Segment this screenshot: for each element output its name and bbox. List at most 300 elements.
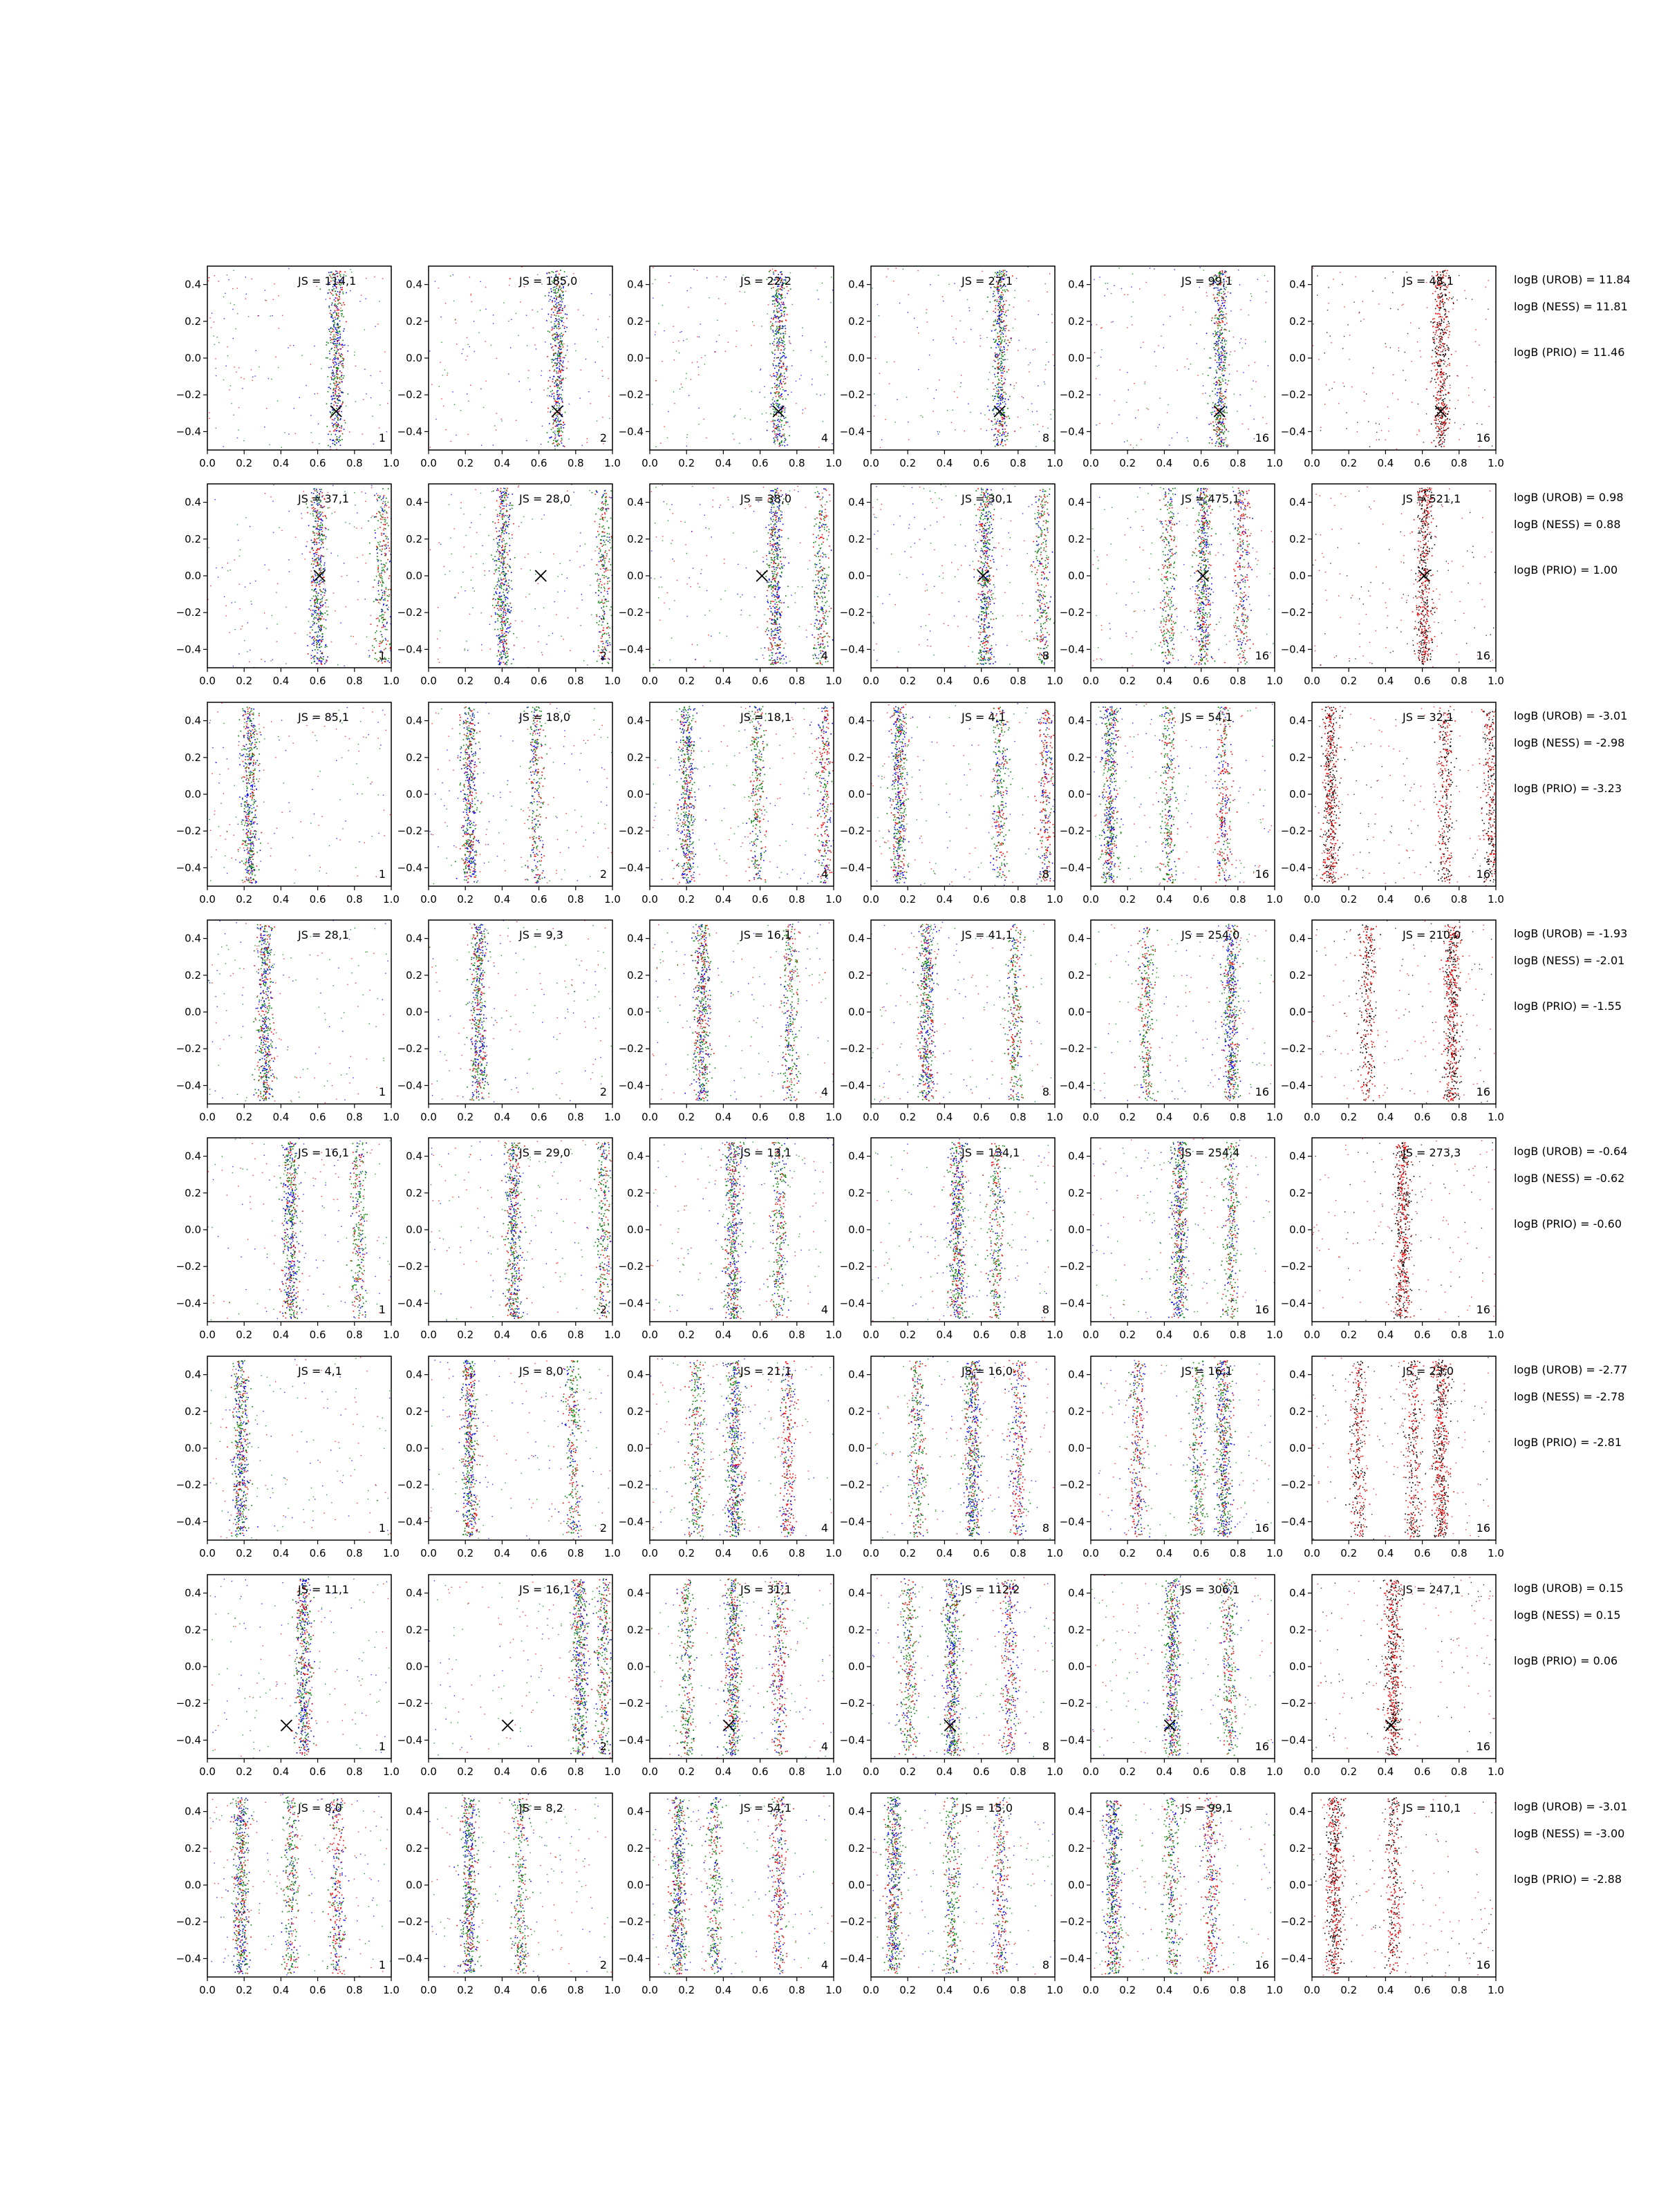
scatter-point [1219, 420, 1220, 421]
scatter-point [776, 292, 778, 294]
scatter-point [1217, 334, 1218, 335]
scatter-point [789, 435, 790, 437]
scatter-point [379, 527, 381, 528]
scatter-points [1091, 267, 1269, 451]
scatter-point [340, 355, 341, 357]
scatter-point [341, 411, 342, 413]
scatter-point [379, 544, 380, 545]
scatter-point [1003, 270, 1004, 271]
scatter-point [1218, 300, 1219, 301]
scatter-point [566, 314, 568, 315]
scatter-point [332, 290, 334, 292]
scatter-point [1216, 427, 1217, 429]
scatter-point [776, 372, 778, 373]
scatter-point [1221, 400, 1222, 402]
scatter-point [1225, 270, 1226, 272]
scatter-point [780, 306, 782, 308]
scatter-point [1222, 303, 1224, 304]
scatter-point [725, 276, 726, 277]
scatter-point [1226, 357, 1227, 358]
scatter-point [1442, 351, 1443, 353]
scatter-point [562, 402, 563, 403]
scatter-point [1002, 297, 1003, 298]
scatter-point [545, 295, 546, 297]
scatter-point [387, 568, 388, 570]
scatter-point [1000, 421, 1002, 422]
scatter-point [319, 527, 321, 528]
scatter-point [785, 331, 786, 332]
x-tick-label: 0.6 [310, 457, 326, 469]
scatter-point [1219, 392, 1221, 393]
scatter-point [780, 294, 782, 296]
scatter-point [317, 565, 318, 566]
subplot-r1-c3 [619, 266, 842, 469]
scatter-point [997, 406, 998, 408]
scatter-point [1449, 323, 1450, 324]
scatter-point [321, 618, 322, 619]
scatter-point [1002, 387, 1003, 388]
scatter-point [780, 375, 782, 377]
scatter-point [1003, 327, 1004, 328]
scatter-point [1346, 412, 1347, 413]
scatter-point [1005, 398, 1006, 400]
scatter-point [1445, 316, 1447, 317]
scatter-point [1444, 424, 1445, 425]
scatter-point [552, 443, 554, 444]
scatter-point [1218, 290, 1219, 291]
scatter-point [555, 426, 556, 427]
scatter-point [1000, 339, 1001, 340]
scatter-point [1224, 329, 1226, 330]
scatter-point [1224, 317, 1225, 318]
scatter-point [313, 515, 315, 516]
scatter-point [330, 411, 331, 413]
scatter-point [1217, 345, 1219, 346]
scatter-point [999, 307, 1000, 308]
scatter-point [485, 381, 486, 382]
scatter-point [344, 344, 345, 345]
scatter-point [1000, 413, 1001, 415]
scatter-point [998, 386, 1000, 388]
scatter-point [1219, 324, 1220, 325]
scatter-point [1222, 379, 1224, 380]
scatter-point [547, 356, 548, 357]
scatter-point [344, 304, 346, 306]
scatter-point [764, 386, 765, 387]
scatter-point [558, 339, 559, 340]
scatter-point [1221, 429, 1223, 431]
scatter-point [993, 410, 994, 411]
scatter-point [1226, 330, 1227, 331]
scatter-point [1357, 431, 1358, 432]
scatter-point [338, 337, 339, 339]
scatter-point [372, 645, 373, 646]
scatter-point [564, 326, 565, 328]
scatter-point [1002, 339, 1003, 341]
scatter-point [380, 507, 382, 508]
scatter-point [1434, 362, 1435, 364]
scatter-point [554, 326, 555, 327]
scatter-point [452, 391, 453, 392]
scatter-point [1437, 364, 1438, 365]
scatter-point [339, 334, 341, 335]
scatter-point [1222, 337, 1224, 339]
scatter-point [281, 447, 282, 448]
scatter-point [383, 534, 384, 535]
scatter-point [327, 357, 328, 359]
scatter-point [1020, 427, 1021, 428]
scatter-point [554, 363, 556, 364]
scatter-point [384, 501, 386, 503]
scatter-point [1442, 384, 1443, 385]
scatter-point [784, 425, 785, 427]
scatter-point [698, 366, 699, 367]
scatter-point [1000, 375, 1002, 377]
x-tick-label: 0.2 [1340, 457, 1357, 469]
scatter-point [335, 332, 337, 333]
scatter-point [336, 308, 337, 309]
scatter-point [316, 533, 317, 534]
scatter-point [1443, 438, 1444, 439]
scatter-point [493, 323, 494, 324]
scatter-point [1215, 384, 1217, 386]
scatter-point [375, 640, 377, 641]
scatter-point [1224, 403, 1226, 404]
scatter-point [232, 309, 233, 310]
scatter-point [880, 447, 881, 448]
scatter-point [1001, 380, 1002, 382]
scatter-point [333, 398, 335, 400]
scatter-point [1443, 350, 1444, 351]
scatter-point [1217, 362, 1218, 364]
scatter-point [1223, 445, 1224, 447]
scatter-point [1432, 357, 1433, 358]
scatter-point [341, 353, 342, 355]
scatter-point [1221, 359, 1222, 361]
scatter-point [995, 272, 996, 274]
scatter-point [340, 435, 341, 436]
scatter-point [656, 380, 657, 381]
scatter-point [1099, 423, 1100, 424]
scatter-point [382, 641, 383, 642]
scatter-point [319, 627, 320, 628]
scatter-point [341, 315, 342, 317]
scatter-point [556, 297, 558, 298]
scatter-point [1005, 312, 1006, 313]
scatter-point [997, 445, 998, 447]
scatter-point [315, 541, 316, 543]
scatter-point [555, 333, 556, 335]
y-tick-label: 0.2 [848, 315, 865, 328]
scatter-point [993, 440, 995, 442]
scatter-point [1219, 317, 1220, 318]
scatter-point [1002, 384, 1004, 386]
scatter-point [556, 392, 558, 393]
scatter-point [1219, 356, 1220, 357]
scatter-point [1434, 339, 1435, 340]
scatter-point [998, 391, 1000, 392]
scatter-point [557, 420, 559, 422]
scatter-point [997, 321, 998, 322]
subplot-r2-c1 [176, 484, 400, 687]
scatter-point [389, 550, 391, 552]
scatter-point [335, 398, 336, 400]
scatter-point [338, 411, 339, 413]
scatter-point [508, 373, 509, 374]
scatter-point [559, 305, 560, 306]
scatter-point [1467, 365, 1468, 366]
scatter-point [1438, 402, 1440, 404]
scatter-point [774, 357, 776, 359]
scatter-point [332, 409, 333, 411]
scatter-point [999, 291, 1000, 292]
scatter-point [326, 536, 327, 538]
scatter-point [552, 427, 554, 429]
scatter-point [339, 390, 341, 391]
scatter-point [337, 398, 338, 400]
scatter-point [565, 355, 567, 356]
scatter-point [967, 299, 968, 300]
scatter-point [563, 362, 564, 364]
scatter-point [1158, 345, 1159, 346]
scatter-point [324, 506, 326, 507]
scatter-point [520, 301, 521, 302]
scatter-point [1435, 387, 1436, 388]
scatter-point [316, 646, 317, 648]
scatter-point [877, 304, 878, 305]
scatter-point [1262, 417, 1263, 418]
scatter-point [553, 350, 554, 351]
scatter-point [781, 328, 782, 330]
scatter-point [556, 332, 558, 333]
scatter-point [991, 429, 993, 431]
scatter-point [1441, 415, 1443, 416]
scatter-point [1216, 321, 1217, 323]
scatter-point [377, 542, 379, 543]
scatter-point [556, 368, 557, 369]
scatter-point [336, 353, 337, 355]
scatter-point [321, 594, 322, 596]
scatter-point [468, 434, 469, 435]
scatter-point [1222, 297, 1224, 298]
scatter-point [1224, 288, 1225, 290]
scatter-point [312, 630, 313, 631]
scatter-point [561, 427, 562, 428]
scatter-point [336, 315, 337, 316]
scatter-point [1224, 443, 1225, 444]
scatter-point [315, 603, 316, 605]
scatter-point [324, 577, 325, 578]
scatter-point [311, 582, 312, 583]
scatter-point [1445, 361, 1446, 362]
scatter-point [383, 529, 384, 531]
scatter-point [1449, 331, 1450, 332]
scatter-point [1101, 327, 1102, 328]
scatter-point [993, 293, 994, 294]
scatter-point [379, 641, 381, 642]
scatter-point [917, 270, 918, 271]
scatter-point [335, 415, 337, 416]
scatter-point [785, 411, 786, 413]
scatter-point [956, 343, 957, 344]
scatter-point [565, 378, 566, 379]
scatter-point [1436, 431, 1438, 433]
scatter-point [1217, 301, 1218, 302]
scatter-point [337, 415, 339, 416]
scatter-point [1426, 413, 1427, 414]
scatter-point [315, 508, 316, 509]
scatter-point [1447, 377, 1448, 379]
scatter-point [1441, 345, 1442, 346]
scatter-point [1001, 311, 1002, 312]
scatter-point [774, 424, 775, 426]
scatter-point [335, 347, 336, 348]
scatter-point [778, 328, 780, 330]
scatter-point [778, 326, 780, 328]
scatter-point [552, 366, 554, 368]
scatter-point [1000, 299, 1001, 300]
scatter-point [552, 300, 553, 301]
scatter-point [1320, 427, 1321, 428]
scatter-point [701, 357, 702, 358]
scatter-point [980, 335, 981, 336]
scatter-point [998, 406, 1000, 407]
scatter-point [1003, 392, 1004, 393]
scatter-point [321, 527, 322, 528]
scatter-point [380, 582, 382, 583]
scatter-point [385, 639, 386, 641]
scatter-point [384, 567, 385, 568]
scatter-point [1217, 331, 1219, 332]
scatter-point [316, 597, 317, 598]
scatter-point [462, 348, 463, 349]
scatter-point [1000, 346, 1002, 348]
scatter-point [1436, 426, 1438, 427]
scatter-point [330, 439, 331, 440]
scatter-point [1209, 442, 1210, 444]
scatter-point [998, 389, 1000, 391]
scatter-point [997, 397, 999, 398]
scatter-point [333, 404, 335, 406]
scatter-point [1216, 370, 1217, 371]
scatter-point [318, 626, 319, 628]
corner-label: 2 [600, 431, 607, 444]
scatter-point [330, 272, 332, 273]
scatter-point [1358, 312, 1359, 313]
scatter-point [551, 315, 552, 316]
scatter-point [1019, 340, 1020, 341]
scatter-point [995, 429, 997, 430]
scatter-point [1435, 446, 1436, 447]
scatter-point [993, 382, 994, 384]
scatter-point [783, 303, 785, 305]
scatter-point [313, 580, 315, 581]
scatter-point [1004, 304, 1006, 306]
scatter-point [325, 590, 326, 591]
scatter-point [382, 568, 383, 569]
scatter-point [555, 318, 556, 319]
scatter-point [1000, 310, 1002, 311]
scatter-point [1342, 383, 1343, 384]
scatter-point [970, 412, 971, 413]
scatter-point [273, 299, 274, 300]
scatter-point [774, 368, 776, 369]
scatter-point [1443, 372, 1445, 373]
scatter-point [339, 330, 341, 332]
scatter-point [336, 442, 337, 444]
scatter-point [1447, 270, 1448, 272]
scatter-point [1224, 347, 1226, 348]
scatter-point [559, 368, 561, 370]
scatter-point [1438, 416, 1439, 418]
scatter-point [778, 396, 780, 397]
scatter-point [1225, 317, 1226, 319]
scatter-point [333, 358, 335, 359]
scatter-point [999, 290, 1000, 291]
scatter-point [999, 425, 1000, 427]
scatter-point [324, 619, 325, 620]
scatter-point [602, 376, 603, 377]
scatter-point [314, 622, 315, 624]
scatter-point [1167, 412, 1168, 413]
scatter-point [1225, 382, 1226, 384]
scatter-point [315, 612, 317, 614]
scatter-point [1444, 378, 1445, 379]
scatter-point [315, 602, 317, 603]
scatter-point [777, 341, 778, 343]
scatter-point [779, 303, 780, 304]
scatter-point [328, 434, 329, 435]
scatter-point [317, 635, 319, 636]
scatter-point [556, 299, 557, 301]
scatter-point [335, 425, 337, 427]
scatter-point [1440, 409, 1441, 411]
scatter-point [588, 391, 589, 392]
scatter-point [555, 418, 556, 420]
scatter-point [209, 317, 210, 318]
scatter-point [555, 291, 556, 292]
scatter-point [1221, 432, 1223, 433]
scatter-point [558, 398, 559, 400]
scatter-point [1215, 413, 1217, 414]
scatter-point [1448, 299, 1450, 301]
scatter-point [335, 336, 336, 337]
scatter-point [1434, 440, 1435, 442]
scatter-point [1432, 337, 1434, 339]
scatter-point [560, 435, 561, 436]
scatter-point [332, 343, 334, 344]
scatter-point [1436, 397, 1437, 399]
scatter-point [1219, 330, 1221, 332]
scatter-point [997, 336, 999, 337]
scatter-point [339, 379, 341, 380]
corner-label: 4 [821, 431, 828, 444]
scatter-point [563, 322, 564, 323]
scatter-point [319, 635, 321, 637]
scatter-point [771, 393, 772, 394]
scatter-point [552, 381, 554, 382]
scatter-point [580, 397, 581, 398]
scatter-point [1224, 362, 1226, 364]
scatter-point [560, 341, 561, 342]
scatter-point [374, 276, 375, 277]
scatter-point [319, 580, 321, 581]
scatter-point [1001, 271, 1002, 272]
scatter-point [332, 362, 334, 363]
scatter-point [1050, 414, 1051, 415]
y-tick-label: 0.4 [406, 279, 422, 291]
scatter-point [319, 617, 320, 619]
